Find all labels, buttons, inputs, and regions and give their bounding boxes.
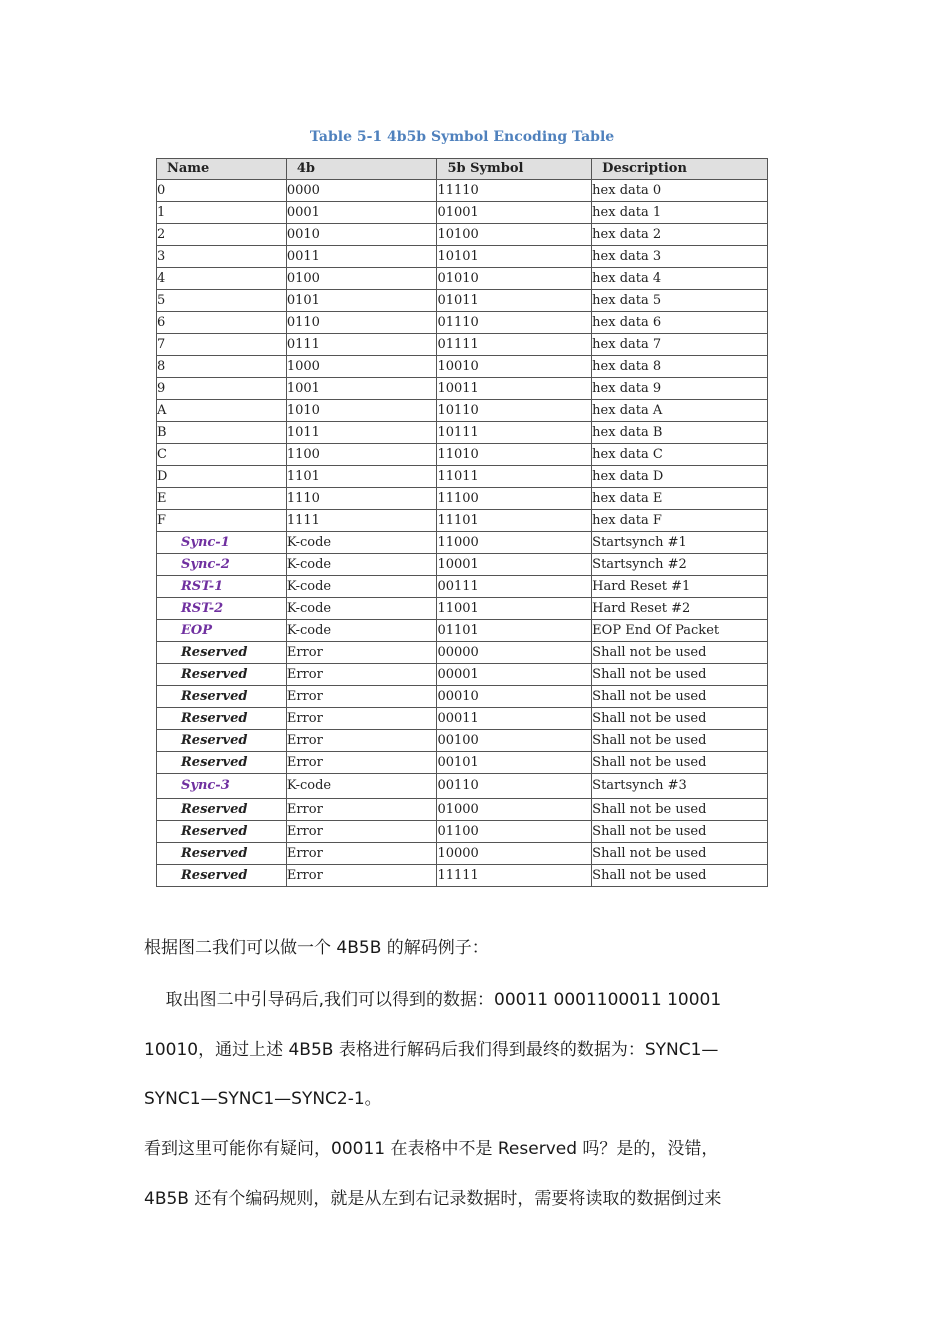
table-row bbox=[157, 686, 768, 708]
cell-5b-symbol: 11101 bbox=[437, 510, 592, 532]
header-4b: 4b bbox=[286, 159, 437, 180]
table-title: Table 5-1 4b5b Symbol Encoding Table bbox=[309, 129, 615, 145]
cell-5b-symbol: 01000 bbox=[437, 799, 592, 821]
cell-name: A bbox=[157, 400, 287, 422]
cell-name: Reserved bbox=[157, 799, 287, 821]
header-5b-symbol: 5b Symbol bbox=[437, 159, 592, 180]
cell-description: hex data 6 bbox=[592, 312, 768, 334]
table-row bbox=[157, 290, 768, 312]
cell-5b-symbol: 01011 bbox=[437, 290, 592, 312]
cell-description: hex data C bbox=[592, 444, 768, 466]
table-row bbox=[157, 843, 768, 865]
cell-5b-symbol: 11100 bbox=[437, 488, 592, 510]
cell-5b-symbol: 00101 bbox=[437, 752, 592, 774]
cell-4b: 0110 bbox=[286, 312, 437, 334]
cell-5b-symbol: 01111 bbox=[437, 334, 592, 356]
cell-4b: K-code bbox=[286, 774, 437, 799]
cell-4b: 1000 bbox=[286, 356, 437, 378]
cell-name: EOP bbox=[157, 620, 287, 642]
paragraph-decode-line-3: SYNC1—SYNC1—SYNC2-1。 bbox=[144, 1089, 382, 1109]
cell-name: 2 bbox=[157, 224, 287, 246]
table-row bbox=[157, 620, 768, 642]
cell-4b: K-code bbox=[286, 620, 437, 642]
table-row bbox=[157, 752, 768, 774]
paragraph-note-line-2: 4B5B 还有个编码规则，就是从左到右记录数据时，需要将读取的数据倒过来 bbox=[144, 1189, 722, 1209]
cell-name: Reserved bbox=[157, 865, 287, 887]
cell-4b: K-code bbox=[286, 554, 437, 576]
paragraph-decode-line-2: 10010，通过上述 4B5B 表格进行解码后我们得到最终的数据为：SYNC1— bbox=[144, 1040, 719, 1060]
cell-description: hex data F bbox=[592, 510, 768, 532]
cell-name: 4 bbox=[157, 268, 287, 290]
cell-5b-symbol: 11001 bbox=[437, 598, 592, 620]
table-row bbox=[157, 532, 768, 554]
cell-5b-symbol: 00001 bbox=[437, 664, 592, 686]
cell-5b-symbol: 11110 bbox=[437, 180, 592, 202]
table-row bbox=[157, 378, 768, 400]
cell-name: F bbox=[157, 510, 287, 532]
cell-description: Shall not be used bbox=[592, 799, 768, 821]
cell-name: 0 bbox=[157, 180, 287, 202]
paragraph-decode-line-1: 取出图二中引导码后,我们可以得到的数据：00011 0001100011 10001 bbox=[144, 990, 722, 1010]
cell-5b-symbol: 00110 bbox=[437, 774, 592, 799]
cell-description: Shall not be used bbox=[592, 708, 768, 730]
table-row bbox=[157, 422, 768, 444]
cell-description: hex data E bbox=[592, 488, 768, 510]
cell-4b: Error bbox=[286, 642, 437, 664]
table-row bbox=[157, 444, 768, 466]
header-name: Name bbox=[157, 159, 287, 180]
cell-4b: Error bbox=[286, 730, 437, 752]
cell-description: Startsynch #3 bbox=[592, 774, 768, 799]
cell-description: hex data 3 bbox=[592, 246, 768, 268]
cell-name: Reserved bbox=[157, 642, 287, 664]
table-row bbox=[157, 202, 768, 224]
cell-5b-symbol: 01101 bbox=[437, 620, 592, 642]
cell-5b-symbol: 10101 bbox=[437, 246, 592, 268]
cell-description: Shall not be used bbox=[592, 730, 768, 752]
table-row bbox=[157, 821, 768, 843]
cell-4b: K-code bbox=[286, 532, 437, 554]
cell-5b-symbol: 10011 bbox=[437, 378, 592, 400]
cell-4b: 1100 bbox=[286, 444, 437, 466]
cell-description: Shall not be used bbox=[592, 642, 768, 664]
table-row bbox=[157, 400, 768, 422]
cell-5b-symbol: 01010 bbox=[437, 268, 592, 290]
cell-description: Shall not be used bbox=[592, 843, 768, 865]
table-row bbox=[157, 180, 768, 202]
table-row bbox=[157, 246, 768, 268]
cell-description: Shall not be used bbox=[592, 821, 768, 843]
cell-4b: 0000 bbox=[286, 180, 437, 202]
cell-name: Sync-3 bbox=[157, 774, 287, 799]
cell-4b: 1011 bbox=[286, 422, 437, 444]
cell-description: Hard Reset #1 bbox=[592, 576, 768, 598]
cell-name: 3 bbox=[157, 246, 287, 268]
cell-4b: 1110 bbox=[286, 488, 437, 510]
cell-description: Shall not be used bbox=[592, 865, 768, 887]
cell-name: Reserved bbox=[157, 708, 287, 730]
cell-description: hex data 7 bbox=[592, 334, 768, 356]
paragraph-note-line-1: 看到这里可能你有疑问，00011 在表格中不是 Reserved 吗？是的，没错， bbox=[144, 1139, 719, 1159]
cell-name: Reserved bbox=[157, 664, 287, 686]
cell-name: Reserved bbox=[157, 686, 287, 708]
cell-4b: K-code bbox=[286, 576, 437, 598]
cell-4b: Error bbox=[286, 821, 437, 843]
cell-4b: 0010 bbox=[286, 224, 437, 246]
cell-5b-symbol: 00100 bbox=[437, 730, 592, 752]
cell-4b: K-code bbox=[286, 598, 437, 620]
cell-name: 7 bbox=[157, 334, 287, 356]
cell-name: 9 bbox=[157, 378, 287, 400]
cell-4b: Error bbox=[286, 799, 437, 821]
cell-description: Startsynch #2 bbox=[592, 554, 768, 576]
cell-5b-symbol: 01110 bbox=[437, 312, 592, 334]
cell-name: C bbox=[157, 444, 287, 466]
cell-4b: 1111 bbox=[286, 510, 437, 532]
cell-4b: Error bbox=[286, 664, 437, 686]
cell-description: Shall not be used bbox=[592, 686, 768, 708]
cell-name: E bbox=[157, 488, 287, 510]
cell-name: 6 bbox=[157, 312, 287, 334]
paragraph-intro: 根据图二我们可以做一个 4B5B 的解码例子： bbox=[144, 938, 489, 958]
table-row bbox=[157, 642, 768, 664]
header-description: Description bbox=[592, 159, 768, 180]
cell-4b: 0111 bbox=[286, 334, 437, 356]
table-row bbox=[157, 312, 768, 334]
cell-5b-symbol: 11011 bbox=[437, 466, 592, 488]
cell-description: Shall not be used bbox=[592, 664, 768, 686]
cell-4b: Error bbox=[286, 843, 437, 865]
cell-5b-symbol: 10100 bbox=[437, 224, 592, 246]
encoding-table bbox=[156, 158, 768, 887]
table-row bbox=[157, 356, 768, 378]
cell-description: hex data 9 bbox=[592, 378, 768, 400]
cell-5b-symbol: 01100 bbox=[437, 821, 592, 843]
table-row bbox=[157, 488, 768, 510]
table-row bbox=[157, 774, 768, 799]
cell-description: hex data 1 bbox=[592, 202, 768, 224]
table-header-row bbox=[157, 159, 768, 180]
table-row bbox=[157, 664, 768, 686]
cell-name: RST-2 bbox=[157, 598, 287, 620]
cell-description: hex data 0 bbox=[592, 180, 768, 202]
cell-description: Hard Reset #2 bbox=[592, 598, 768, 620]
table-row bbox=[157, 799, 768, 821]
cell-5b-symbol: 00011 bbox=[437, 708, 592, 730]
cell-4b: 0100 bbox=[286, 268, 437, 290]
table-row bbox=[157, 268, 768, 290]
cell-4b: Error bbox=[286, 752, 437, 774]
cell-4b: Error bbox=[286, 865, 437, 887]
cell-name: B bbox=[157, 422, 287, 444]
table-row bbox=[157, 865, 768, 887]
cell-5b-symbol: 11010 bbox=[437, 444, 592, 466]
table-row bbox=[157, 466, 768, 488]
cell-description: hex data B bbox=[592, 422, 768, 444]
cell-5b-symbol: 11000 bbox=[437, 532, 592, 554]
cell-description: hex data 2 bbox=[592, 224, 768, 246]
cell-name: Reserved bbox=[157, 730, 287, 752]
cell-name: 8 bbox=[157, 356, 287, 378]
cell-5b-symbol: 00111 bbox=[437, 576, 592, 598]
cell-4b: 0101 bbox=[286, 290, 437, 312]
cell-name: D bbox=[157, 466, 287, 488]
cell-4b: 1101 bbox=[286, 466, 437, 488]
table-row bbox=[157, 510, 768, 532]
cell-description: hex data D bbox=[592, 466, 768, 488]
cell-description: EOP End Of Packet bbox=[592, 620, 768, 642]
cell-name: Reserved bbox=[157, 843, 287, 865]
cell-5b-symbol: 00010 bbox=[437, 686, 592, 708]
cell-5b-symbol: 10111 bbox=[437, 422, 592, 444]
cell-name: RST-1 bbox=[157, 576, 287, 598]
cell-description: hex data 8 bbox=[592, 356, 768, 378]
table-row bbox=[157, 334, 768, 356]
cell-5b-symbol: 01001 bbox=[437, 202, 592, 224]
cell-name: Sync-1 bbox=[157, 532, 287, 554]
cell-description: hex data 4 bbox=[592, 268, 768, 290]
cell-5b-symbol: 10001 bbox=[437, 554, 592, 576]
cell-4b: 1001 bbox=[286, 378, 437, 400]
table-row bbox=[157, 554, 768, 576]
cell-name: Reserved bbox=[157, 752, 287, 774]
cell-name: Sync-2 bbox=[157, 554, 287, 576]
cell-4b: 1010 bbox=[286, 400, 437, 422]
cell-4b: 0011 bbox=[286, 246, 437, 268]
table-row bbox=[157, 708, 768, 730]
cell-4b: Error bbox=[286, 686, 437, 708]
cell-description: hex data A bbox=[592, 400, 768, 422]
cell-5b-symbol: 10110 bbox=[437, 400, 592, 422]
cell-description: Startsynch #1 bbox=[592, 532, 768, 554]
table-row bbox=[157, 730, 768, 752]
cell-5b-symbol: 10000 bbox=[437, 843, 592, 865]
cell-4b: Error bbox=[286, 708, 437, 730]
table-row bbox=[157, 224, 768, 246]
table-row bbox=[157, 598, 768, 620]
cell-description: Shall not be used bbox=[592, 752, 768, 774]
table-row bbox=[157, 576, 768, 598]
cell-5b-symbol: 11111 bbox=[437, 865, 592, 887]
cell-4b: 0001 bbox=[286, 202, 437, 224]
cell-name: 1 bbox=[157, 202, 287, 224]
cell-5b-symbol: 00000 bbox=[437, 642, 592, 664]
cell-name: 5 bbox=[157, 290, 287, 312]
cell-5b-symbol: 10010 bbox=[437, 356, 592, 378]
cell-name: Reserved bbox=[157, 821, 287, 843]
cell-description: hex data 5 bbox=[592, 290, 768, 312]
